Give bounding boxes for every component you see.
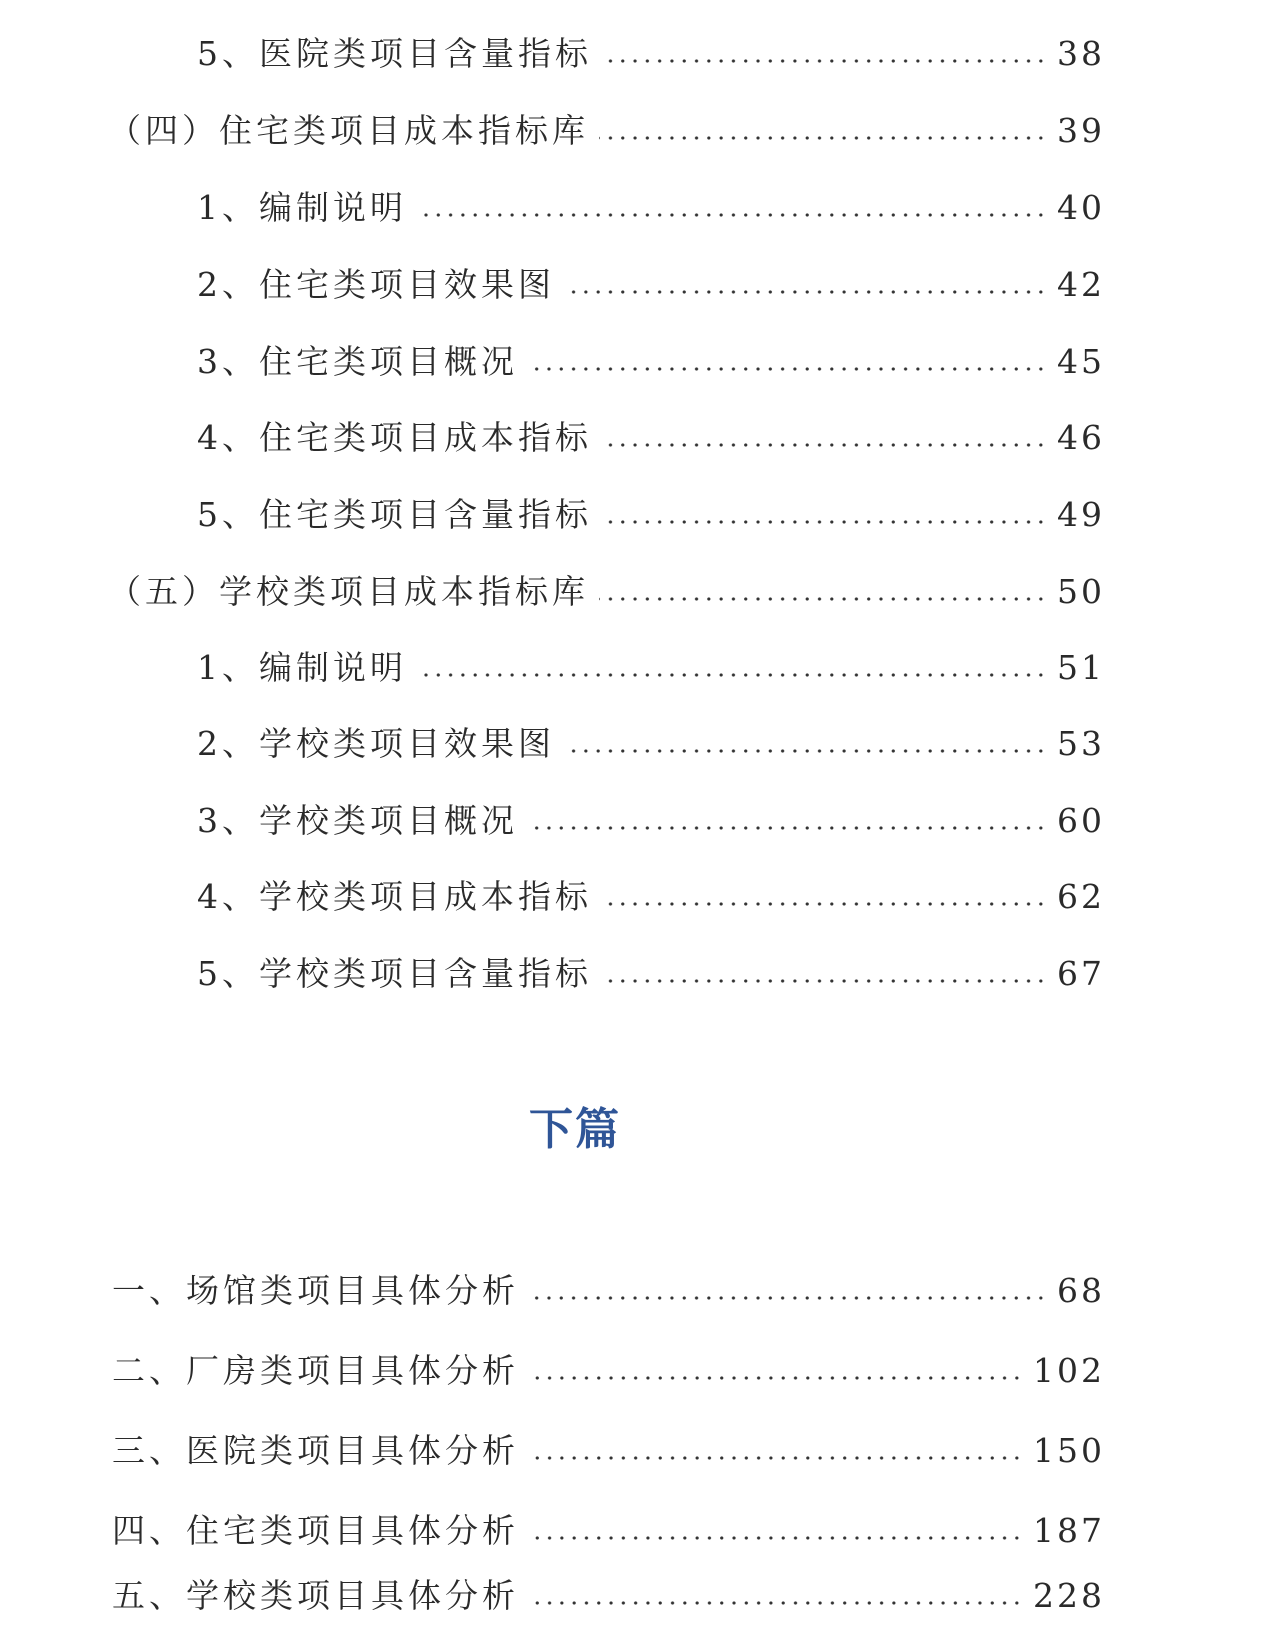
toc-entry-title: 4、学校类项目成本指标 (197, 877, 592, 916)
toc-entry[interactable] (197, 720, 1105, 768)
toc-entry[interactable] (112, 1267, 1105, 1315)
toc-page-number: 53 (1057, 724, 1105, 763)
toc-page-number: 49 (1057, 495, 1105, 534)
toc-page-number: 42 (1057, 265, 1105, 304)
toc-entry-title: （五）学校类项目成本指标库 (108, 572, 589, 611)
toc-entry[interactable] (112, 1572, 1105, 1620)
toc-leader-dots (529, 1456, 1023, 1460)
toc-entry-title: 2、住宅类项目效果图 (197, 265, 555, 304)
toc-entry[interactable] (197, 950, 1105, 998)
toc-leader-dots (528, 826, 1047, 830)
toc-leader-dots (528, 367, 1047, 371)
toc-leader-dots (602, 520, 1047, 524)
toc-entry-title: 3、学校类项目概况 (197, 801, 518, 840)
toc-leader-dots (599, 136, 1047, 140)
toc-entry[interactable] (112, 1347, 1105, 1395)
toc-entry-title: 4、住宅类项目成本指标 (197, 418, 592, 457)
toc-entry[interactable] (197, 261, 1105, 309)
toc-page-number: 67 (1057, 954, 1105, 993)
toc-page-number: 45 (1057, 342, 1105, 381)
toc-page-number: 60 (1057, 801, 1105, 840)
toc-entry-title: 1、编制说明 (197, 188, 407, 227)
toc-entry[interactable] (112, 1507, 1105, 1555)
toc-leader-dots (565, 749, 1047, 753)
toc-page-number: 51 (1057, 648, 1105, 687)
toc-page-number: 187 (1033, 1511, 1105, 1550)
toc-leader-dots (602, 443, 1047, 447)
toc-entry[interactable] (112, 1427, 1105, 1475)
section-heading: 下篇 (529, 1104, 621, 1155)
toc-entry-title: 1、编制说明 (197, 648, 407, 687)
toc-entry[interactable] (197, 644, 1105, 692)
toc-entry-title: 5、住宅类项目含量指标 (197, 495, 592, 534)
toc-page-number: 39 (1057, 111, 1105, 150)
toc-entry[interactable] (108, 568, 1105, 616)
toc-entry[interactable] (197, 873, 1105, 921)
toc-entry-title: 五、学校类项目具体分析 (112, 1576, 519, 1615)
toc-entry-title: 3、住宅类项目概况 (197, 342, 518, 381)
toc-leader-dots (529, 1536, 1023, 1540)
toc-entry[interactable] (108, 107, 1105, 155)
toc-leader-dots (602, 902, 1047, 906)
toc-entry-title: 5、医院类项目含量指标 (197, 34, 592, 73)
toc-leader-dots (529, 1296, 1047, 1300)
toc-leader-dots (602, 59, 1047, 63)
toc-entry[interactable] (197, 491, 1105, 539)
toc-entry-title: 一、场馆类项目具体分析 (112, 1271, 519, 1310)
toc-page-number: 46 (1057, 418, 1105, 457)
toc-page-number: 50 (1057, 572, 1105, 611)
toc-entry[interactable] (197, 30, 1105, 78)
toc-entry-title: 三、医院类项目具体分析 (112, 1431, 519, 1470)
toc-entry-title: 四、住宅类项目具体分析 (112, 1511, 519, 1550)
toc-leader-dots (529, 1376, 1023, 1380)
toc-page-number: 102 (1033, 1351, 1105, 1390)
toc-leader-dots (417, 673, 1047, 677)
toc-page-number: 150 (1033, 1431, 1105, 1470)
toc-entry-title: 2、学校类项目效果图 (197, 724, 555, 763)
toc-entry[interactable] (197, 797, 1105, 845)
toc-page-number: 38 (1057, 34, 1105, 73)
toc-page-number: 228 (1033, 1576, 1105, 1615)
toc-entry[interactable] (197, 338, 1105, 386)
toc-leader-dots (565, 290, 1047, 294)
toc-entry-title: 二、厂房类项目具体分析 (112, 1351, 519, 1390)
toc-entry-title: （四）住宅类项目成本指标库 (108, 111, 589, 150)
toc-page-number: 40 (1057, 188, 1105, 227)
toc-entry-title: 5、学校类项目含量指标 (197, 954, 592, 993)
toc-page-number: 62 (1057, 877, 1105, 916)
toc-leader-dots (602, 979, 1047, 983)
toc-leader-dots (529, 1601, 1023, 1605)
toc-entry[interactable] (197, 184, 1105, 232)
toc-leader-dots (417, 213, 1047, 217)
toc-page-number: 68 (1057, 1271, 1105, 1310)
toc-leader-dots (599, 597, 1047, 601)
toc-entry[interactable] (197, 414, 1105, 462)
